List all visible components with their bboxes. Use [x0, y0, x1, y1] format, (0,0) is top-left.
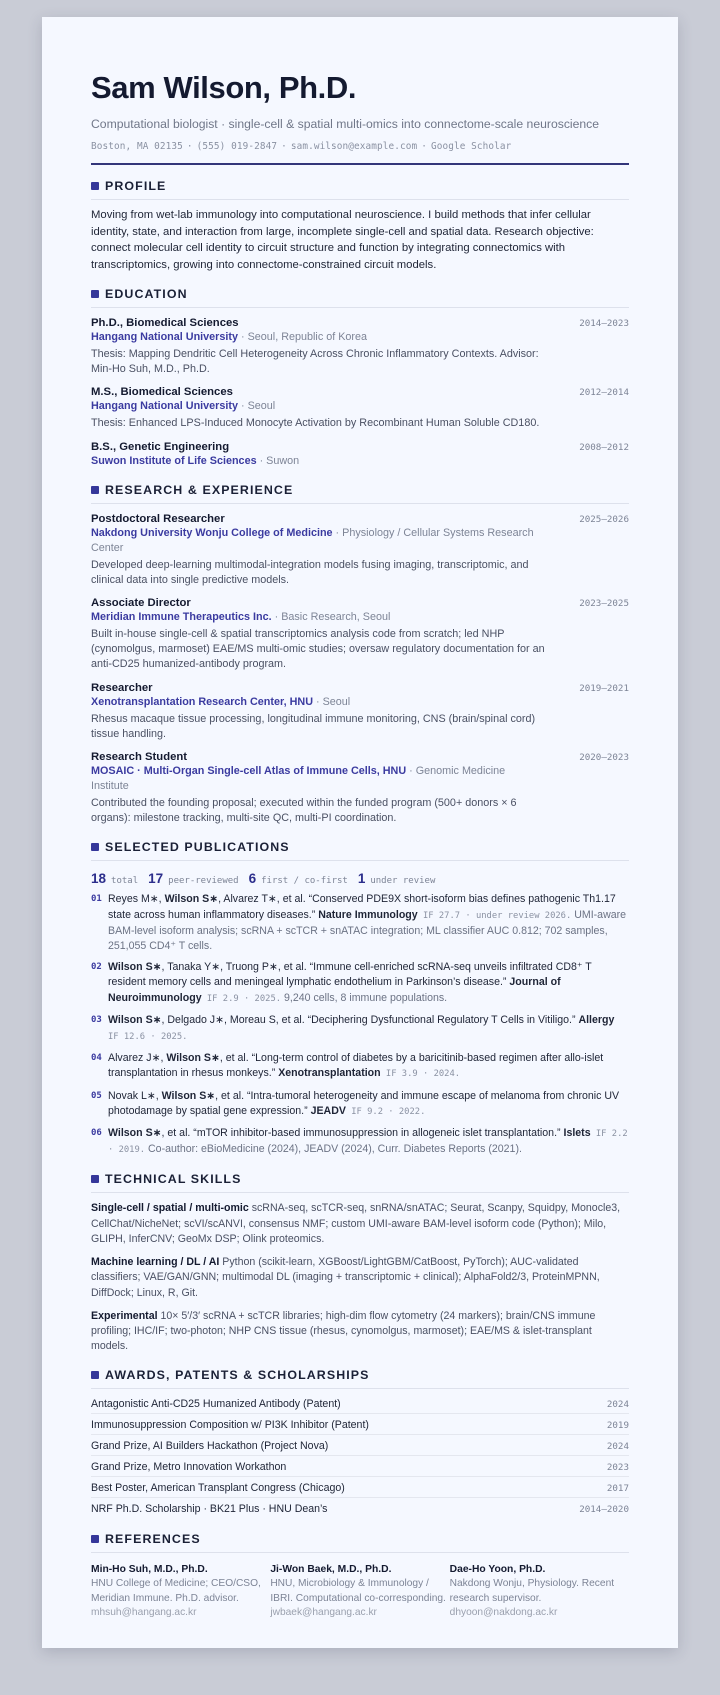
impact-factor-year: IF 12.6 · 2025.: [108, 1032, 188, 1043]
impact-factor-year: IF 2.2 · 2019.: [108, 1129, 628, 1156]
section-heading-awards: [91, 1368, 629, 1389]
citation-title: , et al. “Long-term control of diabetes by a baricitinib-based regimen after allo-islet transplantation in rhesus monkeys.”: [108, 1052, 604, 1080]
skill-category: Experimental: [91, 1309, 158, 1322]
publication-number: 05: [91, 1090, 102, 1101]
journal-name: Xenotransplantation: [278, 1067, 381, 1080]
section-title: REFERENCES: [105, 1532, 201, 1547]
reference-email-link[interactable]: jwbaek@hangang.ac.kr: [270, 1606, 377, 1618]
experience-list: [91, 513, 629, 827]
contact-separator: ·: [186, 141, 193, 152]
candidate-name: Sam Wilson, Ph.D.: [91, 70, 357, 105]
entry-dates: 2025–2026: [579, 513, 629, 525]
header-rule: [91, 163, 629, 165]
profile-text: Moving from wet-lab immunology into computational neuroscience. I build methods that infer cellular identity, state, and interaction from large, incomplete single-cell and spatial data. Research objective: connect molecular cell identity to circuit structure and function by integrating connectomics with transcriptomics, growing into connectome-constrained circuit models.: [91, 209, 594, 271]
reference-email-link[interactable]: mhsuh@hangang.ac.kr: [91, 1606, 197, 1618]
publication-item: [91, 892, 629, 954]
coauthors-before: Reyes M∗,: [108, 893, 165, 906]
skill-group: [91, 1201, 629, 1247]
entry-title: Associate Director: [91, 597, 191, 610]
publication-number: 02: [91, 962, 102, 973]
entry-dates: 2020–2023: [579, 752, 629, 764]
award-row: [91, 1498, 629, 1518]
reference-name: Ji-Won Baek, M.D., Ph.D.: [270, 1564, 392, 1576]
entry-affiliation: [91, 399, 541, 414]
publication-note: 9,240 cells, 8 immune populations.: [281, 991, 448, 1004]
reference-card: [270, 1564, 449, 1620]
stat-count: 6: [248, 871, 257, 887]
award-year: 2024: [606, 1399, 629, 1411]
publication-stat: [148, 871, 238, 886]
skills-list: [91, 1201, 629, 1354]
award-name: NRF Ph.D. Scholarship · BK21 Plus · HNU Dean’s: [91, 1503, 328, 1516]
organization-name: Nakdong University Wonju College of Medicine: [91, 526, 333, 539]
entry-dates: 2008–2012: [579, 441, 629, 453]
education-entry: [91, 386, 629, 431]
skill-items: Python (scikit-learn, XGBoost/LightGBM/CatBoost, PyTorch); AUC-validated classifiers; VAE/GAN/GNN; multimodal DL (imaging + transcriptomic + clinical); AlphaFold2/3, ProteinMPNN, DiffDock; Linux, R, Git.: [91, 1256, 600, 1299]
impact-factor-year: IF 3.9 · 2024.: [380, 1069, 461, 1080]
skill-group: [91, 1309, 629, 1355]
publication-list: [91, 892, 629, 1158]
award-year: 2023: [606, 1462, 629, 1474]
organization-location: · Seoul: [238, 400, 276, 413]
reference-description: HNU, Microbiology & Immunology / IBRI. Computational co-corresponding.: [270, 1578, 446, 1604]
citation-title: , et al. “mTOR inhibitor-based immunosuppression in allogeneic islet transplantation.”: [161, 1127, 564, 1140]
square-bullet-icon: [91, 182, 99, 190]
citation-title: , Alvarez T∗, et al. “Conserved PDE9X short-isoform bias defines pathogenic Th1.17 state across human inflammatory diseases.”: [108, 893, 616, 921]
google-scholar-link[interactable]: Google Scholar: [430, 141, 512, 152]
section-heading-skills: [91, 1172, 629, 1193]
skill-items: scRNA-seq, scTCR-seq, snRNA/snATAC; Seurat, Scanpy, Squidpy, Monocle3, CellChat/NicheNet; scVI/scANVI, consensus NMF; custom UMI-aware BAM-level isoform code (Python); Milo, GLIPH, InferCNV; GeoMx DSP; Olink proteomics.: [91, 1202, 621, 1245]
entry-description: Contributed the founding proposal; executed within the funded program (500+ donors × 6 organs): milestone tracking, multi-site QC, multi-PI coordination.: [91, 797, 517, 825]
publication-stat: [91, 871, 138, 886]
section-title: EDUCATION: [105, 287, 188, 301]
publication-note: UMI-aware BAM-level isoform analysis; scRNA + scTCR + snATAC integration; ML classifier AUC 0.812; 702 samples, 251,055 CD4⁺ T cells.: [108, 908, 627, 953]
entry-dates: 2019–2021: [579, 682, 629, 694]
citation-title: , et al. “Intra-tumoral heterogeneity and immune escape of melanoma from chronic UV photodamage by spatial gene expression.”: [108, 1089, 620, 1117]
publication-citation: [108, 1089, 629, 1120]
award-row: [91, 1435, 629, 1456]
stat-label: peer-reviewed: [168, 876, 239, 887]
author-self: Wilson S∗: [164, 893, 219, 906]
organization-location: · Genomic Medicine Institute: [91, 765, 506, 793]
impact-factor-year: IF 9.2 · 2022.: [345, 1106, 426, 1117]
publication-item: [91, 1051, 629, 1082]
reference-description: HNU College of Medicine; CEO/CSO, Meridian Immune. Ph.D. advisor.: [91, 1578, 261, 1604]
journal-name: Islets: [563, 1127, 591, 1140]
award-year: 2014–2020: [579, 1504, 629, 1516]
square-bullet-icon: [91, 1175, 99, 1183]
journal-name: Nature Immunology: [318, 908, 418, 921]
section-title: PROFILE: [105, 179, 167, 193]
entry-title: Ph.D., Biomedical Sciences: [91, 317, 239, 329]
publication-number: 06: [91, 1128, 102, 1139]
entry-title: M.S., Biomedical Sciences: [91, 386, 233, 399]
entry-affiliation: [91, 526, 541, 556]
skill-category: Machine learning / DL / AI: [91, 1256, 220, 1269]
award-name: Immunosuppression Composition w/ PI3K Inhibitor (Patent): [91, 1419, 369, 1432]
entry-description: Thesis: Mapping Dendritic Cell Heterogeneity Across Chronic Inflammatory Contexts. Advisor: Min-Ho Suh, M.D., Ph.D.: [91, 348, 539, 376]
impact-factor-year: IF 27.7 · under review 2026.: [417, 910, 572, 921]
entry-title: Researcher: [91, 681, 153, 694]
organization-location: · Physiology / Cellular Systems Research Center: [91, 526, 534, 554]
publication-number: 01: [91, 894, 102, 905]
stat-count: 18: [91, 871, 107, 887]
entry-header: [91, 597, 629, 609]
skill-group: [91, 1255, 629, 1301]
entry-affiliation: [91, 610, 541, 625]
contact-line: [91, 141, 629, 152]
author-self: Wilson S∗: [108, 1013, 162, 1026]
entry-dates: 2012–2014: [579, 387, 629, 399]
education-entry: [91, 317, 629, 377]
square-bullet-icon: [91, 1535, 99, 1543]
section-title: RESEARCH & EXPERIENCE: [105, 482, 294, 497]
section-title: SELECTED PUBLICATIONS: [105, 840, 290, 855]
organization-name: Xenotransplantation Research Center, HNU: [91, 695, 313, 708]
skill-category: Single-cell / spatial / multi-omic: [91, 1202, 249, 1215]
coauthors-before: Alvarez J∗,: [108, 1052, 167, 1065]
publication-citation: [108, 960, 629, 1007]
reference-name: Dae-Ho Yoon, Ph.D.: [449, 1564, 546, 1576]
entry-title: B.S., Genetic Engineering: [91, 440, 230, 453]
square-bullet-icon: [91, 290, 99, 298]
publication-citation: [108, 1013, 629, 1045]
publication-stats: [91, 871, 629, 886]
publication-citation: [108, 892, 629, 954]
entry-header: [91, 513, 629, 525]
entry-affiliation: [91, 330, 541, 345]
journal-name: Allergy: [578, 1013, 615, 1026]
contact-phone: (555) 019-2847: [196, 141, 278, 152]
resume-page: [42, 17, 678, 1648]
award-row: [91, 1414, 629, 1435]
award-year: 2024: [606, 1441, 629, 1453]
publication-item: [91, 1089, 629, 1120]
award-row: [91, 1456, 629, 1477]
section-heading-education: [91, 287, 629, 308]
publication-item: [91, 960, 629, 1007]
square-bullet-icon: [91, 486, 99, 494]
entry-title: Research Student: [91, 751, 188, 764]
journal-name: JEADV: [310, 1104, 346, 1117]
publication-item: [91, 1126, 629, 1158]
coauthors-before: Novak L∗,: [108, 1089, 162, 1102]
section-title: AWARDS, PATENTS & SCHOLARSHIPS: [105, 1368, 370, 1383]
entry-header: [91, 751, 629, 763]
award-name: Best Poster, American Transplant Congress (Chicago): [91, 1482, 345, 1495]
experience-entry: [91, 597, 629, 673]
section-heading-references: [91, 1532, 629, 1553]
section-heading-profile: [91, 179, 629, 200]
entry-dates: 2014–2023: [579, 318, 629, 329]
entry-description: Thesis: Enhanced LPS-Induced Monocyte Activation by Recombinant Human Soluble CD180.: [91, 417, 540, 430]
publication-item: [91, 1013, 629, 1045]
experience-entry: [91, 682, 629, 742]
citation-title: , Tanaka Y∗, Truong P∗, et al. “Immune cell-enriched scRNA-seq unveils infiltrated CD8⁺ T resident memory cells and meningeal lymphatic endothelium in Parkinson’s disease.”: [108, 961, 592, 989]
publication-stat: [249, 871, 348, 886]
entry-header: [91, 441, 629, 453]
experience-entry: [91, 513, 629, 588]
stat-label: first / co-first: [261, 876, 348, 887]
organization-location: · Suwon: [256, 454, 300, 467]
organization-location: · Basic Research, Seoul: [271, 611, 391, 624]
awards-list: [91, 1393, 629, 1518]
publication-citation: [108, 1126, 629, 1158]
award-row: [91, 1477, 629, 1498]
award-row: [91, 1393, 629, 1414]
organization-name: MOSAIC · Multi-Organ Single-cell Atlas of Immune Cells, HNU: [91, 765, 407, 778]
square-bullet-icon: [91, 843, 99, 851]
entry-affiliation: [91, 454, 541, 469]
award-name: Grand Prize, AI Builders Hackathon (Project Nova): [91, 1440, 329, 1453]
entry-header: [91, 682, 629, 694]
entry-description: Developed deep-learning multimodal-integration models fusing imaging, transcriptomic, and clinical data into single predictive models.: [91, 558, 529, 586]
author-self: Wilson S∗: [108, 1127, 162, 1140]
entry-dates: 2023–2025: [579, 598, 629, 610]
reference-card: [91, 1564, 270, 1620]
education-entry: [91, 441, 629, 469]
contact-separator: ·: [421, 141, 427, 152]
contact-location: Boston, MA 02135: [91, 141, 183, 152]
organization-name: Hangang National University: [91, 331, 238, 343]
references-list: [91, 1564, 629, 1620]
publication-number: 03: [91, 1014, 102, 1025]
publication-number: 04: [91, 1053, 102, 1064]
section-heading-publications: [91, 840, 629, 861]
publication-citation: [108, 1051, 629, 1082]
entry-header: [91, 317, 629, 329]
organization-location: · Seoul: [313, 695, 351, 708]
impact-factor-year: IF 2.9 · 2025.: [201, 993, 282, 1004]
stat-count: 1: [357, 871, 366, 887]
organization-name: Suwon Institute of Life Sciences: [91, 454, 257, 467]
organization-location: · Seoul, Republic of Korea: [238, 331, 368, 343]
reference-description: Nakdong Wonju, Physiology. Recent research supervisor.: [449, 1578, 615, 1604]
entry-affiliation: [91, 764, 541, 794]
section-heading-research: [91, 483, 629, 504]
section-title: TECHNICAL SKILLS: [105, 1172, 242, 1187]
tagline: Computational biologist · single-cell & spatial multi-omics into connectome-scale neuroscience: [91, 117, 600, 131]
education-list: [91, 317, 629, 469]
journal-name: Journal of Neuroimmunology: [108, 976, 561, 1004]
experience-entry: [91, 751, 629, 826]
organization-name: Meridian Immune Therapeutics Inc.: [91, 611, 272, 624]
entry-description: Built in-house single-cell & spatial transcriptomics analysis code from scratch; led NHP (cynomolgus, marmoset) EAE/MS multi-omic studies; oversaw regulatory documentation for an anti-CD25 humanized-antibody program.: [91, 628, 545, 671]
author-self: Wilson S∗: [161, 1089, 216, 1102]
publication-note: Co-author: eBioMedicine (2024), JEADV (2024), Curr. Diabetes Reports (2021).: [145, 1143, 522, 1156]
entry-description: Rhesus macaque tissue processing, longitudinal immune monitoring, CNS (brain/spinal cord) tissue handling.: [91, 712, 536, 740]
award-name: Antagonistic Anti-CD25 Humanized Antibody (Patent): [91, 1398, 341, 1411]
reference-email-link[interactable]: dhyoon@nakdong.ac.kr: [449, 1606, 558, 1618]
contact-email-link[interactable]: sam.wilson@example.com: [290, 141, 418, 152]
stat-label: total: [111, 876, 139, 887]
entry-header: [91, 386, 629, 398]
author-self: Wilson S∗: [166, 1052, 220, 1065]
reference-name: Min-Ho Suh, M.D., Ph.D.: [91, 1564, 208, 1576]
entry-affiliation: [91, 695, 541, 710]
contact-separator: ·: [281, 141, 287, 152]
square-bullet-icon: [91, 1371, 99, 1379]
stat-count: 17: [148, 871, 164, 887]
stat-label: under review: [370, 876, 436, 887]
award-name: Grand Prize, Metro Innovation Workathon: [91, 1461, 287, 1474]
citation-title: , Delgado J∗, Moreau S, et al. “Deciphering Dysfunctional Regulatory T Cells in Vitiligo.”: [161, 1013, 579, 1026]
organization-name: Hangang National University: [91, 400, 238, 413]
publication-stat: [358, 871, 436, 886]
award-year: 2017: [606, 1483, 629, 1495]
skill-items: 10× 5′/3′ scRNA + scTCR libraries; high-dim flow cytometry (24 markers); brain/CNS immune profiling; IHC/IF; two-photon; NHP CNS tissue (rhesus, cynomolgus, marmoset); EAE/MS & islet-transplant models.: [91, 1309, 596, 1353]
award-year: 2019: [606, 1420, 629, 1432]
entry-title: Postdoctoral Researcher: [91, 512, 225, 525]
reference-card: [450, 1564, 629, 1620]
author-self: Wilson S∗: [108, 961, 162, 974]
